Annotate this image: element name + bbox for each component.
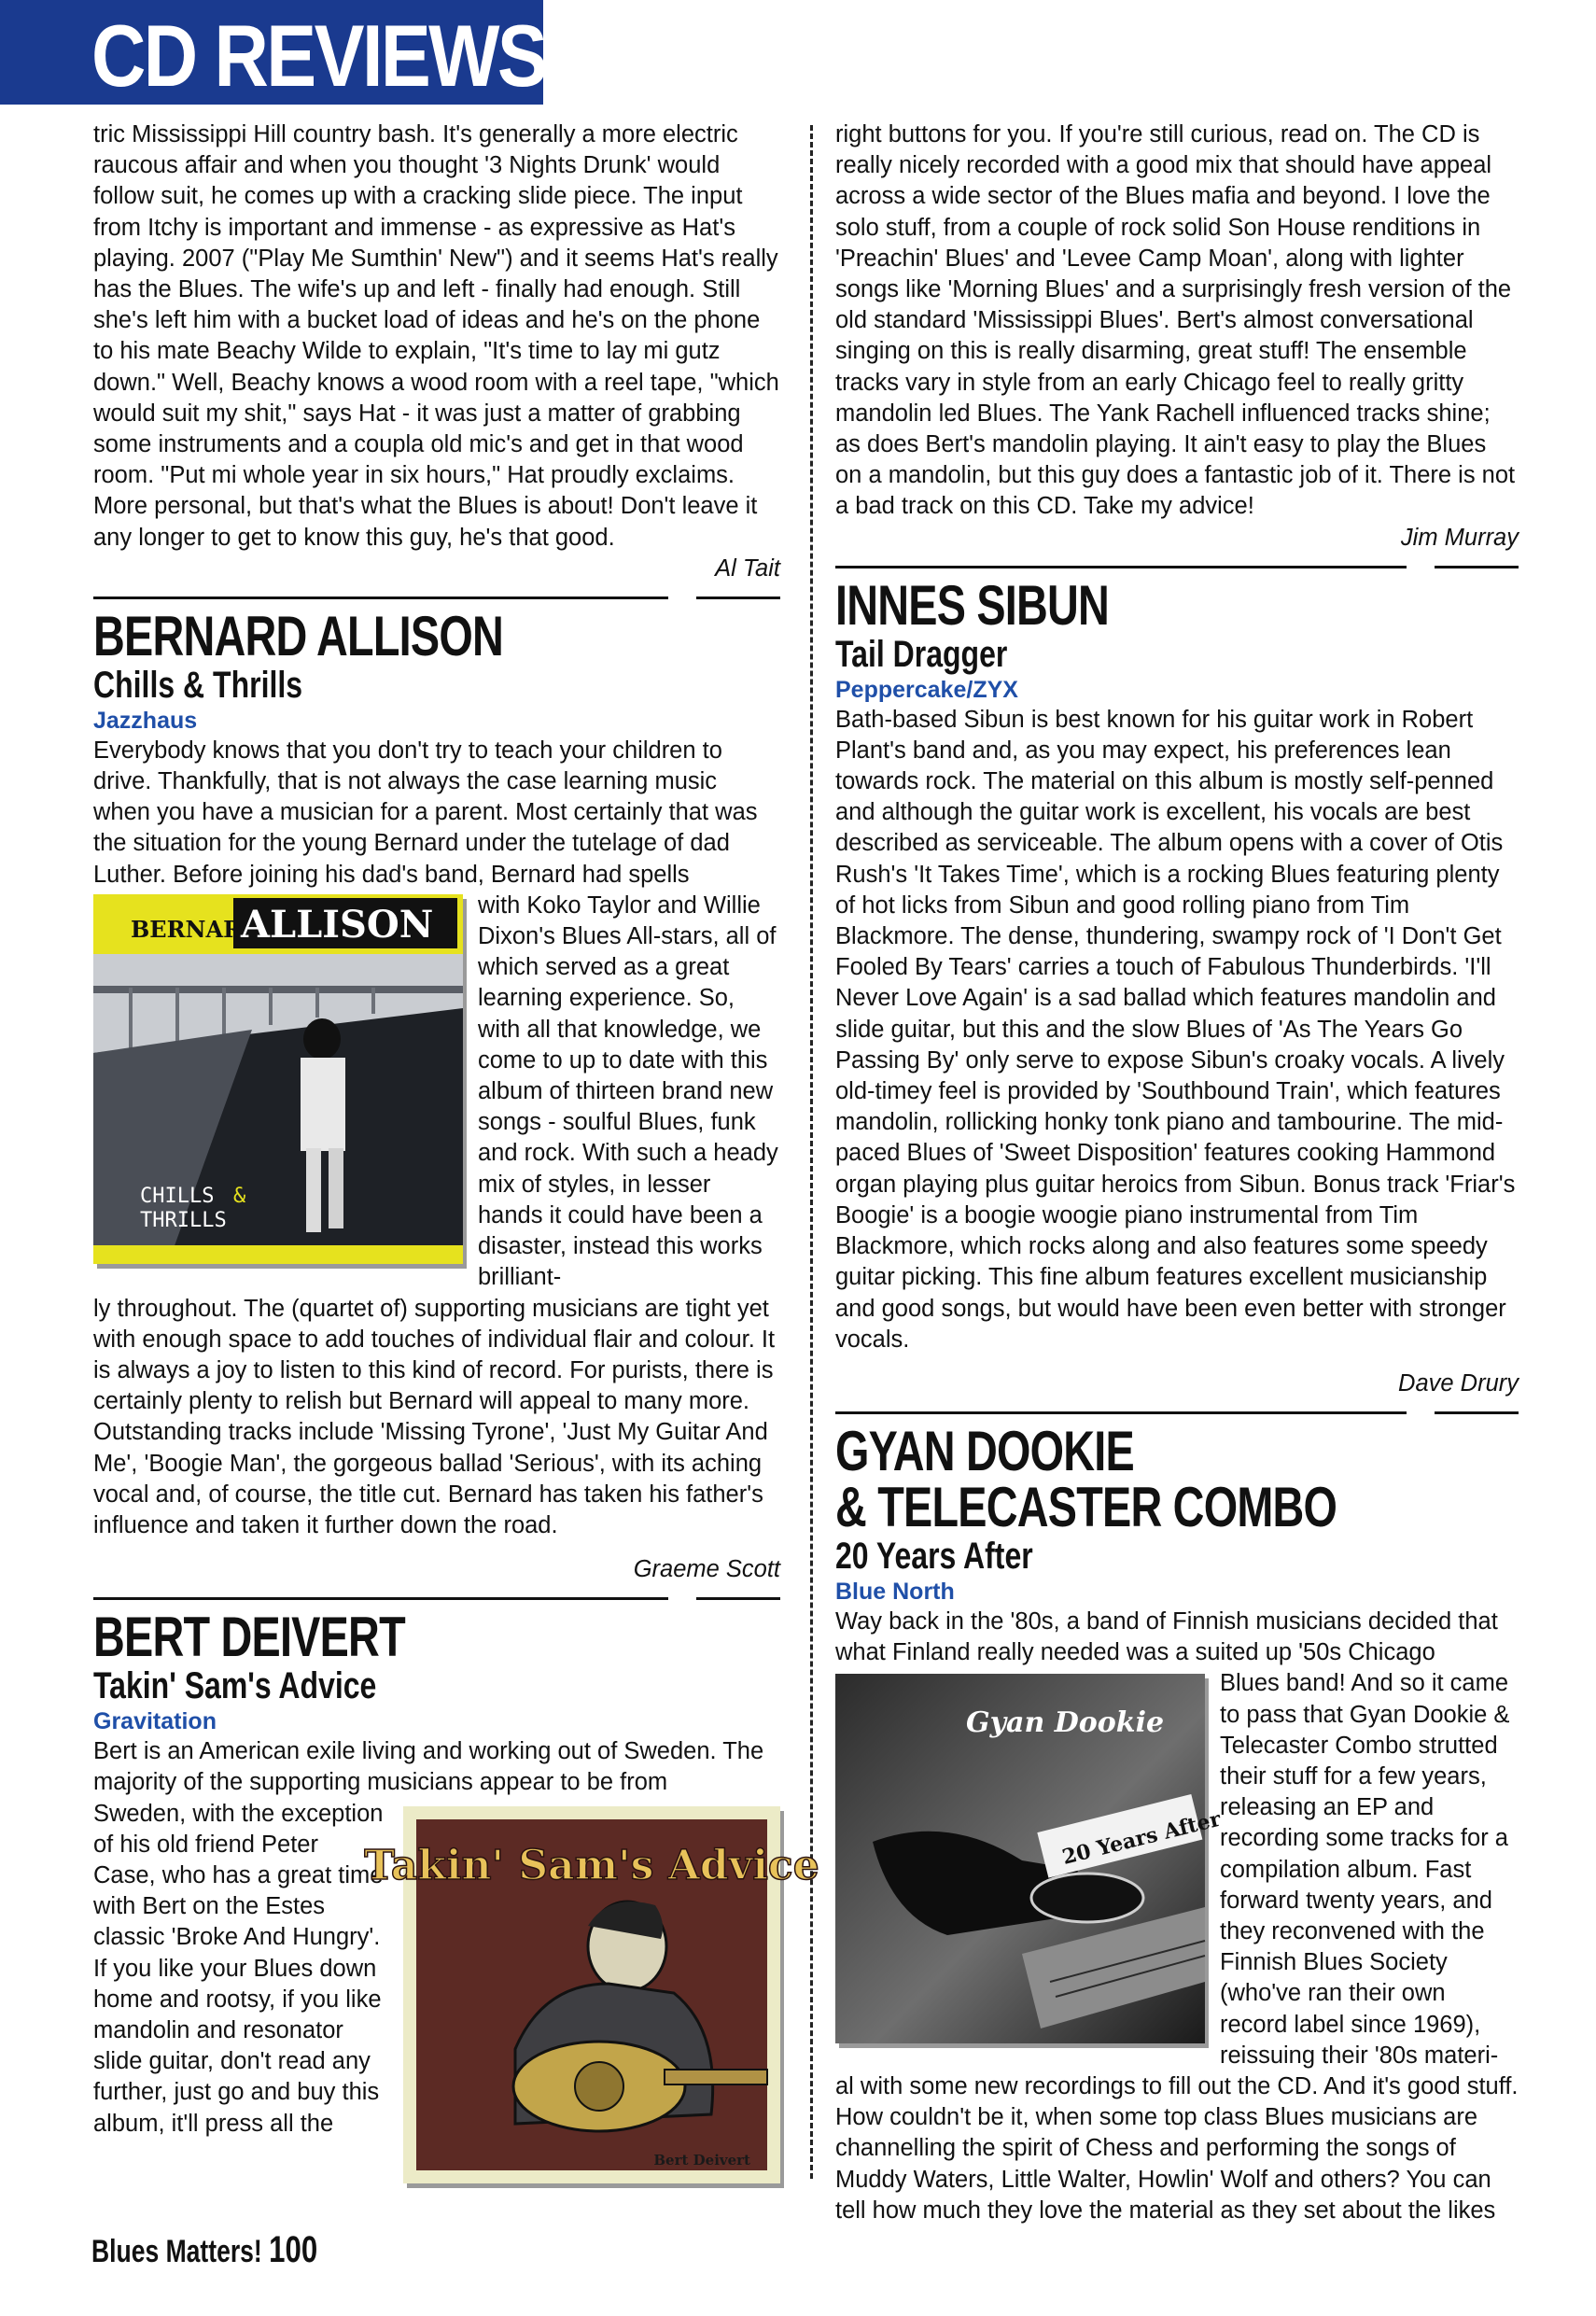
- cover-text-amp: &: [233, 1184, 246, 1208]
- review-label: Gravitation: [93, 1708, 217, 1735]
- album-cover-20-years-after: [835, 1674, 1224, 2043]
- section-separator: [93, 597, 780, 599]
- review-artist-line2: & TELECASTER COMBO: [835, 1475, 1337, 1538]
- review-innes-sibun: [835, 573, 1519, 1398]
- album-cover-art: [835, 1674, 1224, 2043]
- cover-text-chills: CHILLS: [140, 1184, 215, 1208]
- hat-review-continuation: tric Mississippi Hill country bash. It's generally a more electric raucous affair and when you thought '3 Nights Drunk' would follow suit, he comes up with a cracking slide piece. The input from Itchy is important and immense - as expressive as Hat's playing. 2007 ("Play Me Sumthin' New") and it seems Hat's really has the Blues. The wife's up and left - finally had enough. Still she's left him with a bucket load of ideas and he's on the phone to his mate Beachy Wilde to explain, "It's time to lay mi gutz down." Well, Beachy knows a wood room with a reel tape, "which would suit my shit," says Hat - it was just a matter of grabbing some instruments and a coupla old mic's and get in that wood room. "Put mi whole year in six hours," Hat proudly exclaims. More personal, but that's what the Blues is about! Don't leave it any longer to get to know this guy, he's that good.: [93, 121, 779, 551]
- review-album: Tail Dragger: [835, 633, 1008, 675]
- cover-text-title: Takin' Sam's Advice: [364, 1841, 819, 1889]
- review-bernard-allison: [93, 604, 780, 1584]
- page-footer: [91, 2229, 317, 2271]
- page-number: 100: [269, 2229, 318, 2270]
- cover-text-last-name: ALLISON: [241, 902, 434, 947]
- page-title: CD REVIEWS: [91, 7, 546, 105]
- review-album: Takin' Sam's Advice: [93, 1665, 377, 1707]
- review-artist: BERT DEIVERT: [93, 1606, 405, 1669]
- left-column: [93, 119, 819, 2191]
- review-text-intro: Everybody knows that you don't try to teach your children to drive. Thankfully, that is not always the case learning music when you have a musician for a parent. Most certainly that was the situation for the young Bernard under the tutelage of dad Luther. Before joining his dad's band, Bernard had spells: [93, 737, 758, 888]
- review-text: Bath-based Sibun is best known for his guitar work in Robert Plant's band and, as you may expect, his preferences lean towards rock. The material on this album is mostly self-penned and although the guitar work is excellent, his vocals are best described as serviceable. The album opens with a cover of Otis Rush's 'It Takes Time', which is a rocking Blues featuring plenty of hot licks from Sibun and good rolling piano from Tim Blackmore. The dense, thundering, swampy rock of 'I Don't Get Fooled By Tears' carries a touch of Fabulous Thunderbirds. 'I'll Never Love Again' is a sad ballad which features mandolin and slide guitar, but this and the slow Blues of 'As The Years Go Passing By' only serve to expose Sibun's croaky vocals. A lively old-timey feel is provided by 'Southbound Train', which features mandolin, rollicking honky tonk piano and tambourine. The mid-paced Blues of 'Sweet Disposition' features cooking Hammond organ playing plus guitar heroics from Sibun. Bonus track 'Friar's Boogie' is a boogie woogie piano instrumental from Tim Blackmore, which rocks along and also features some speedy guitar picking. This fine album features excellent musicianship and good songs, but would have been even better with stronger vocals.: [835, 706, 1516, 1353]
- review-author: Graeme Scott: [633, 1556, 780, 1583]
- review-gyan-dookie: [835, 1419, 1519, 2226]
- right-column: [835, 119, 1519, 2226]
- magazine-name: Blues Matters!: [91, 2234, 262, 2269]
- cover-text-credit: Bert Deivert: [653, 2151, 750, 2169]
- review-label: Blue North: [835, 1578, 955, 1605]
- deivert-review-author: Jim Murray: [1400, 524, 1519, 551]
- review-artist: INNES SIBUN: [835, 573, 1110, 637]
- cover-text-thrills: THRILLS: [140, 1208, 227, 1232]
- review-artist-line1: GYAN DOOKIE: [835, 1419, 1134, 1482]
- review-bert-deivert: [93, 1606, 819, 2169]
- review-album: 20 Years After: [835, 1535, 1033, 1577]
- review-text-wrapped: with Koko Taylor and Willie Dixon's Blues All-stars, all of which served as a great learning experience. So, with all that knowledge, we come to up to date with this album of thirteen brand new songs - soulful Blues, funk and rock. With such a heady mix of styles, in lesser hands it could have been a disaster, instead this works brilliant-: [478, 891, 778, 1291]
- review-text-rest: al with some new recordings to fill out the CD. And it's good stuff. How couldn't be it, when some top class Blues musicians are channelling the spirit of Chess and performing the songs of Muddy Waters, Little Walter, Howlin' Wolf and others? You can tell how much they love the material as they set about the likes: [835, 2072, 1519, 2224]
- deivert-review-continuation: right buttons for you. If you're still curious, read on. The CD is really nicely recorded with a good mix that should have appeal across a wide sector of the Blues mafia and beyond. I love the solo stuff, from a couple of rock solid Son House renditions in 'Preachin' Blues' and 'Levee Camp Moan', along with lighter songs like 'Morning Blues' and a surprisingly fresh version of the old standard 'Mississippi Blues'. Bert's almost conversational singing on this is really disarming, great stuff! The ensemble tracks vary in style from an early Chicago feel to really gritty mandolin led Blues. The Yank Rachell influenced tracks shine; as does Bert's mandolin playing. It ain't easy to play the Blues on a mandolin, but this guy does a fantastic job of it. There is not a bad track on this CD. Take my advice!: [835, 121, 1516, 520]
- review-text-wrapped: Blues band! And so it came to pass that Gyan Dookie & Telecaster Combo strutted their stuff for a few years, releasing an EP and recording some tracks for a compilation album. Fast forward twenty years, and they reconvened with the Finnish Blues Society (who've ran their own record label since 1969), reissuing their '80s materi-: [1220, 1670, 1510, 2069]
- cover-text-first-name: BERNARD: [131, 915, 261, 943]
- section-separator: [835, 566, 1519, 568]
- review-label: Peppercake/ZYX: [835, 676, 1018, 703]
- album-cover-takin-sams-advice: [364, 1806, 819, 2183]
- cover-text-name: Gyan Dookie: [966, 1706, 1165, 1740]
- cover-text-years: 20 Years After: [1059, 1806, 1224, 1871]
- album-cover-chills-thrills: [93, 894, 463, 1264]
- review-artist: BERNARD ALLISON: [93, 604, 503, 667]
- hat-review-author: Al Tait: [715, 554, 780, 582]
- section-separator: [93, 1597, 780, 1600]
- review-text-intro: Bert is an American exile living and working out of Sweden. The majority of the supporting musicians appear to be from: [93, 1738, 764, 1796]
- review-label: Jazzhaus: [93, 707, 198, 734]
- review-author: Dave Drury: [1398, 1369, 1519, 1397]
- review-text-rest: ly throughout. The (quartet of) supporting musicians are tight yet with enough space to add touches of individual flair and colour. It is always a joy to listen to this kind of record. For purists, there is certainly plenty to relish but Bernard will appeal to many more. Outstanding tracks include 'Missing Tyrone', 'Just My Guitar And Me', 'Boogie Man', the gorgeous ballad 'Serious', with its aching vocal and, of course, the title cut. Bernard has taken his father's influence and taken it further down the road.: [93, 1295, 776, 1538]
- review-text-intro: Way back in the '80s, a band of Finnish musicians decided that what Finland really needed was a suited up '50s Chicago: [835, 1607, 1498, 1666]
- section-separator: [835, 1411, 1519, 1414]
- album-cover-art: [364, 1806, 819, 2183]
- album-cover-art: [93, 894, 463, 1264]
- review-text-wrapped: Sweden, with the exception of his old friend Peter Case, who has a great time with Bert on the Estes classic 'Broke And Hungry'. If you like your Blues down home and rootsy, if you like mandolin and resonator slide guitar, don't read any further, just go and buy this album, it'll press all the: [93, 1800, 384, 2137]
- review-album: Chills & Thrills: [93, 664, 303, 706]
